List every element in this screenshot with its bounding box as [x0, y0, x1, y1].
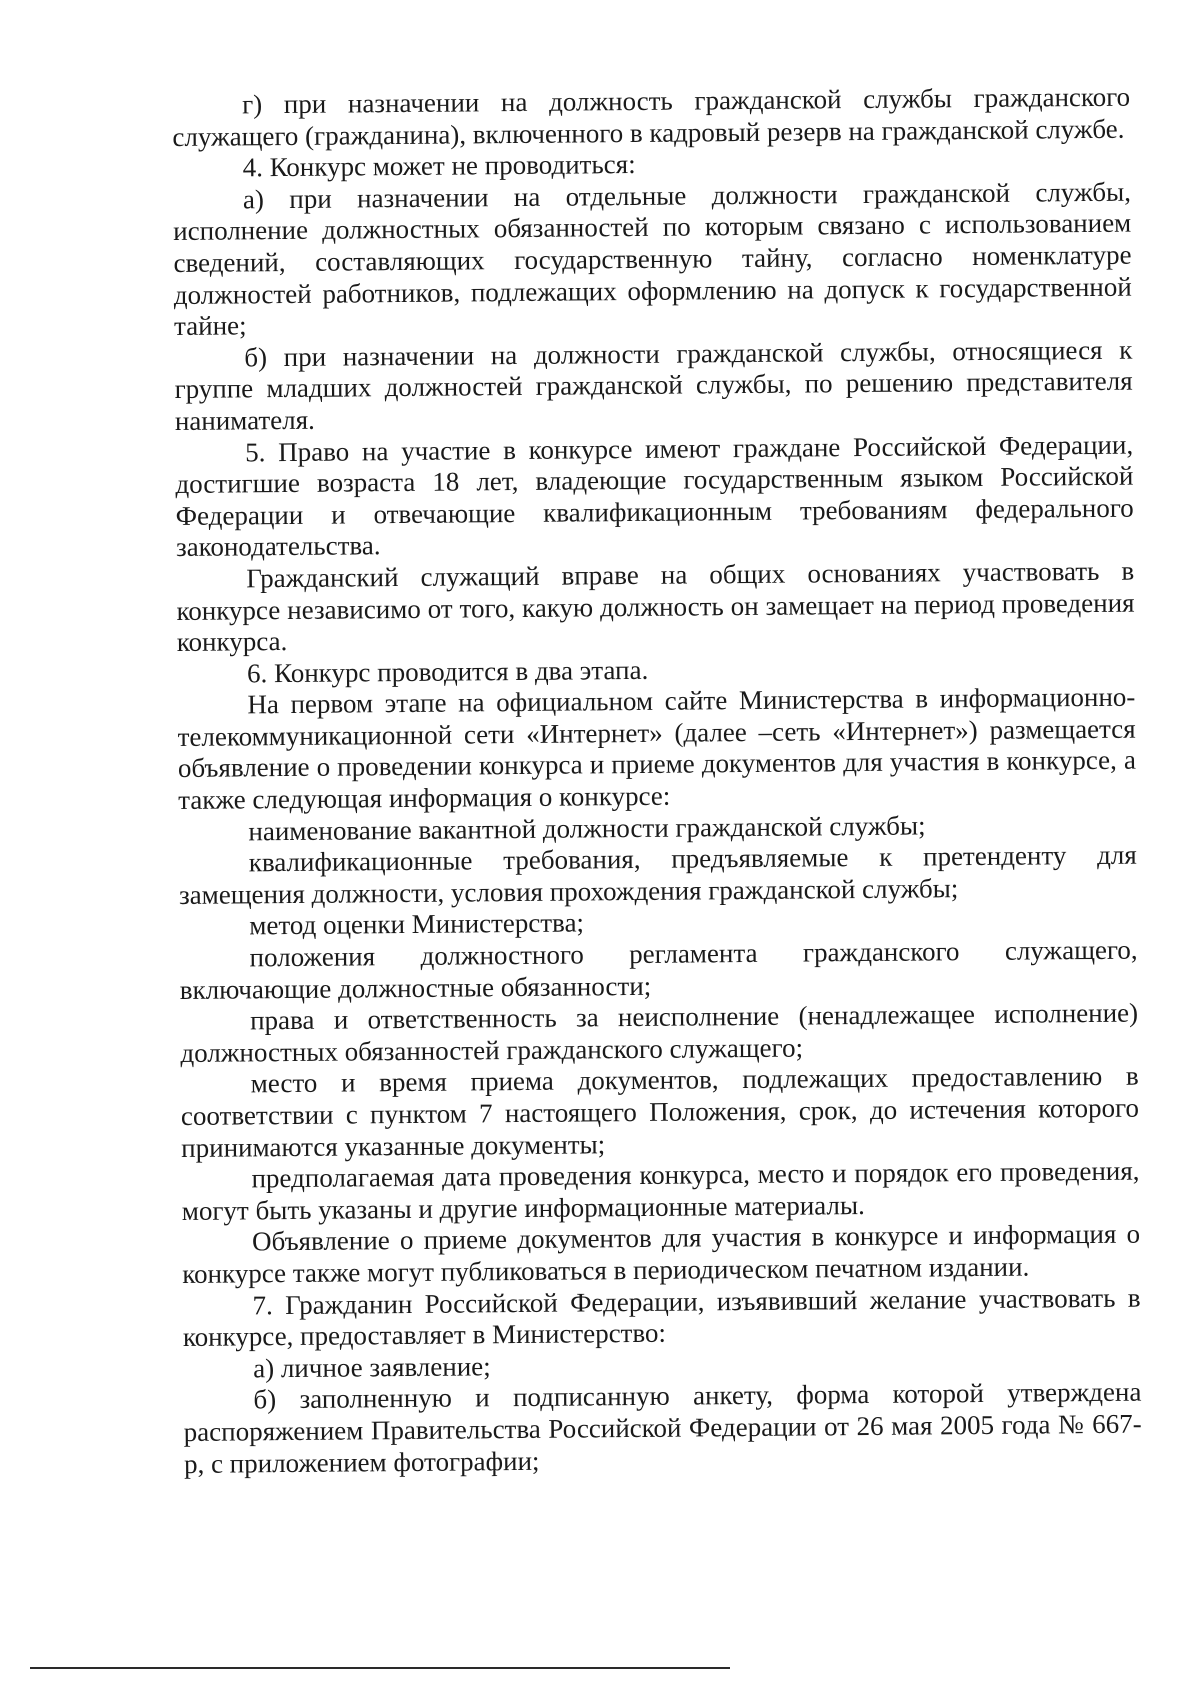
- list-item-qualification: квалификационные требования, предъявляемые к претенденту для замещения должности, условия прохождения гражданской службы;: [178, 839, 1137, 910]
- paragraph-4: 4. Конкурс может не проводиться:: [242, 149, 636, 183]
- paragraph-3g: г) при назначении на должность гражданской службы гражданского служащего (гражданина), включенного в кадровый резерв на гражданской службе.: [172, 81, 1131, 152]
- paragraph-5: 5. Право на участие в конкурсе имеют граждане Российской Федерации, достигшие возраста 18 лет, владеющие государственным языком Российской Федерации и отвечающие квалификационным требованиям федерального законодательства.: [175, 429, 1134, 563]
- paragraph-announcement: Объявление о приеме документов для участия в конкурсе и информация о конкурсе также могут публиковаться в периодическом печатном издании.: [182, 1218, 1141, 1289]
- paragraph-7a: а) личное заявление;: [253, 1351, 491, 1384]
- paragraph-6: 6. Конкурс проводится в два этапа.: [246, 654, 649, 689]
- paragraph-5-civil-servant: Гражданский служащий вправе на общих основаниях участвовать в конкурсе независимо от того, какую должность он замещает на период проведения конкурса.: [176, 555, 1135, 658]
- bottom-divider: [30, 1667, 730, 1669]
- list-item-rights: права и ответственность за неисполнение (ненадлежащее исполнение) должностных обязанностей гражданского служащего;: [180, 997, 1139, 1068]
- paragraph-7: 7. Гражданин Российской Федерации, изъявивший желание участвовать в конкурсе, предоставляет в Министерство:: [182, 1282, 1141, 1353]
- list-item-place-time: место и время приема документов, подлежащих предоставлению в соответствии с пунктом 7 настоящего Положения, срок, до истечения которого принимаются указанные документы;: [180, 1061, 1140, 1163]
- list-item-position-name: наименование вакантной должности гражданской службы;: [248, 810, 926, 847]
- document-body: [172, 82, 1142, 1480]
- list-item-evaluation-method: метод оценки Министерства;: [249, 907, 585, 941]
- list-item-regulations: положения должностного регламента гражданского служащего, включающие должностные обязанности;: [179, 934, 1138, 1005]
- paragraph-4b: б) при назначении на должности гражданской службы, относящиеся к группе младших должностей гражданской службы, по решению представителя нанимателя.: [174, 334, 1133, 436]
- paragraph-4a: а) при назначении на отдельные должности гражданской службы, исполнение должностных обязанностей по которым связано с использованием сведений, составляющих государственную тайну, согласно номенклатуре должностей работников, подлежащих оформлению на допуск к государственной тайне;: [173, 176, 1132, 342]
- list-item-date: предполагаемая дата проведения конкурса, место и порядок его проведения, могут быть указаны и другие информационные материалы.: [181, 1155, 1140, 1226]
- paragraph-7b: б) заполненную и подписанную анкету, форма которой утверждена распоряжением Правительства Российской Федерации от 26 мая 2005 года № 667-р, с приложением фотографии;: [183, 1376, 1142, 1479]
- paragraph-6-first-stage: На первом этапе на официальном сайте Министерства в информационно-телекоммуникационной сети «Интернет» (далее –сеть «Интернет») размещается объявление о проведении конкурса и приеме документов для участия в конкурсе, а также следующая информация о конкурсе:: [177, 681, 1137, 816]
